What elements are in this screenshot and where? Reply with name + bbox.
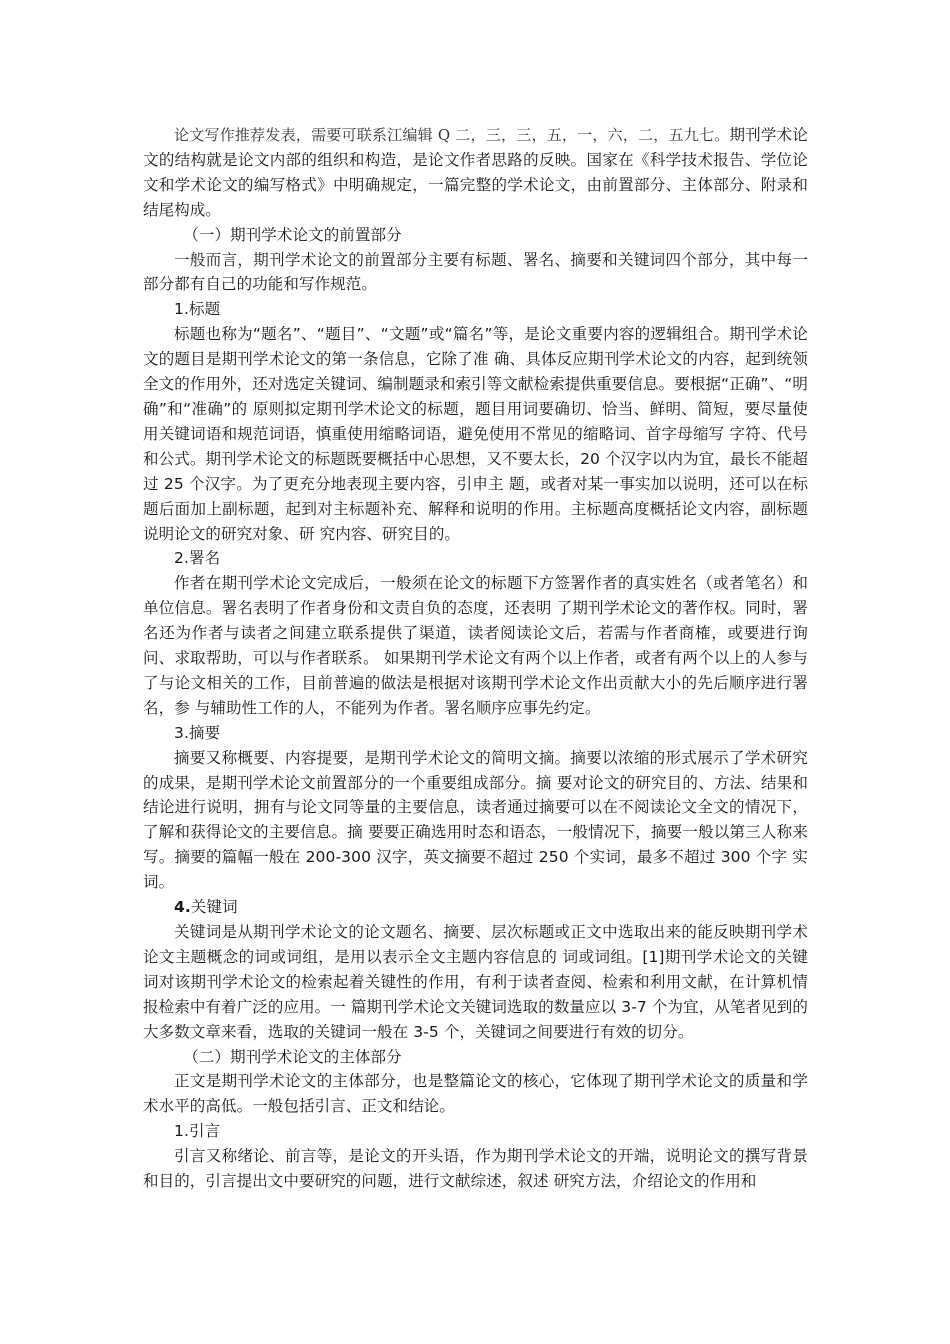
subheading-keywords-number: 4. [174,898,191,917]
subheading-keywords [143,895,808,920]
intro-text: 期刊学术论文的结构就是论文内部的组织和构造，是论文作者思路的反映。国家在《科学技术报告、学位论文和学术论文的编写格式》中明确规定，一篇完整的学术论文，由前置部分、主体部分、附录和结尾构成。 [143,126,808,219]
paragraph-title: 标题也称为“题名”、“题目”、“文题”或“篇名”等，是论文重要内容的逻辑组合。期刊学术论文的题目是期刊学术论文的第一条信息，它除了准 确、具体反应期刊学术论文的内容，起到统领全文的作用外，还对选定关键词、编制题录和索引等文献检索提供重要信息。要根据“正确”、“明确”和“准确”的 原则拟定期刊学术论文的标题，题目用词要确切、恰当、鲜明、简短，要尽量使用关键词语和规范词语，慎重使用缩略词语，避免使用不常见的缩略词、首字母缩写 字符、代号和公式。期刊学术论文的标题既要概括中心思想，又不要太长，20 个汉字以内为宜，最长不能超过 25 个汉字。为了更充分地表现主要内容，引申主 题，或者对某一事实加以说明，还可以在标题后面加上副标题，起到对主标题补充、解释和说明的作用。主标题高度概括论文内容，副标题说明论文的研究对象、研 究内容、研究目的。 [143,325,808,543]
section-heading-main-body: （二）期刊学术论文的主体部分 [183,1047,402,1066]
subheading-byline: 2.署名 [174,549,221,568]
subheading-title: 1.标题 [174,300,221,319]
paragraph-byline: 作者在期刊学术论文完成后，一般须在论文的标题下方签署作者的真实姓名（或者笔名）和单位信息。署名表明了作者身份和文责自负的态度，还表明 了期刊学术论文的著作权。同时，署名还为作者与读者之间建立联系提供了渠道，读者阅读论文后，若需与作者商榷，或要进行询问、求取帮助，可以与作者联系。 如果期刊学术论文有两个以上作者，或者有两个以上的人参与了与论文相关的工作，目前普遍的做法是根据对该期刊学术论文作出贡献大小的先后顺序进行署名，参 与辅助性工作的人，不能列为作者。署名顺序应事先约定。 [143,574,808,717]
intro-paragraph [143,123,808,223]
section-intro-front-matter: 一般而言，期刊学术论文的前置部分主要有标题、署名、摘要和关键词四个部分，其中每一部分都有自己的功能和写作规范。 [143,250,808,294]
paragraph-abstract: 摘要又称概要、内容提要，是期刊学术论文的简明文摘。摘要以浓缩的形式展示了学术研究的成果，是期刊学术论文前置部分的一个重要组成部分。摘 要对论文的研究目的、方法、结果和结论进行说明，拥有与论文同等量的主要信息，读者通过摘要可以在不阅读论文全文的情况下，了解和获得论文的主要信息。摘 要要正确选用时态和语态，一般情况下，摘要一般以第三人称来写。摘要的篇幅一般在 200-300 汉字，英文摘要不超过 250 个实词，最多不超过 300 个字 实词。 [143,748,808,892]
subheading-introduction: 1.引言 [174,1122,221,1141]
document-page [143,123,808,1194]
contact-notice: 论文写作推荐发表，需要可联系江编辑 Q 二，三，三，五，一，六，二，五九七。 [174,126,730,144]
section-intro-main-body: 正文是期刊学术论文的主体部分，也是整篇论文的核心，它体现了期刊学术论文的质量和学术水平的高低。一般包括引言、正文和结论。 [143,1072,808,1116]
paragraph-introduction: 引言又称绪论、前言等，是论文的开头语，作为期刊学术论文的开端，说明论文的撰写背景和目的，引言提出文中要研究的问题，进行文献综述，叙述 研究方法，介绍论文的作用和 [143,1147,808,1191]
subheading-keywords-text: 关键词 [190,898,238,917]
subheading-abstract: 3.摘要 [174,723,221,742]
paragraph-keywords: 关键词是从期刊学术论文的论文题名、摘要、层次标题或正文中选取出来的能反映期刊学术论文主题概念的词或词组，是用以表示全文主题内容信息的 词或词组。[1]期刊学术论文的关键词对该期刊学术论文的检索起着关键性的作用，有利于读者查阅、检索和利用文献，在计算机情报检索中有着广泛的应用。一 篇期刊学术论文关键词选取的数量应以 3-7 个为宜，从笔者见到的大多数文章来看，选取的关键词一般在 3-5 个，关键词之间要进行有效的切分。 [143,923,808,1041]
section-heading-front-matter: （一）期刊学术论文的前置部分 [183,225,402,244]
